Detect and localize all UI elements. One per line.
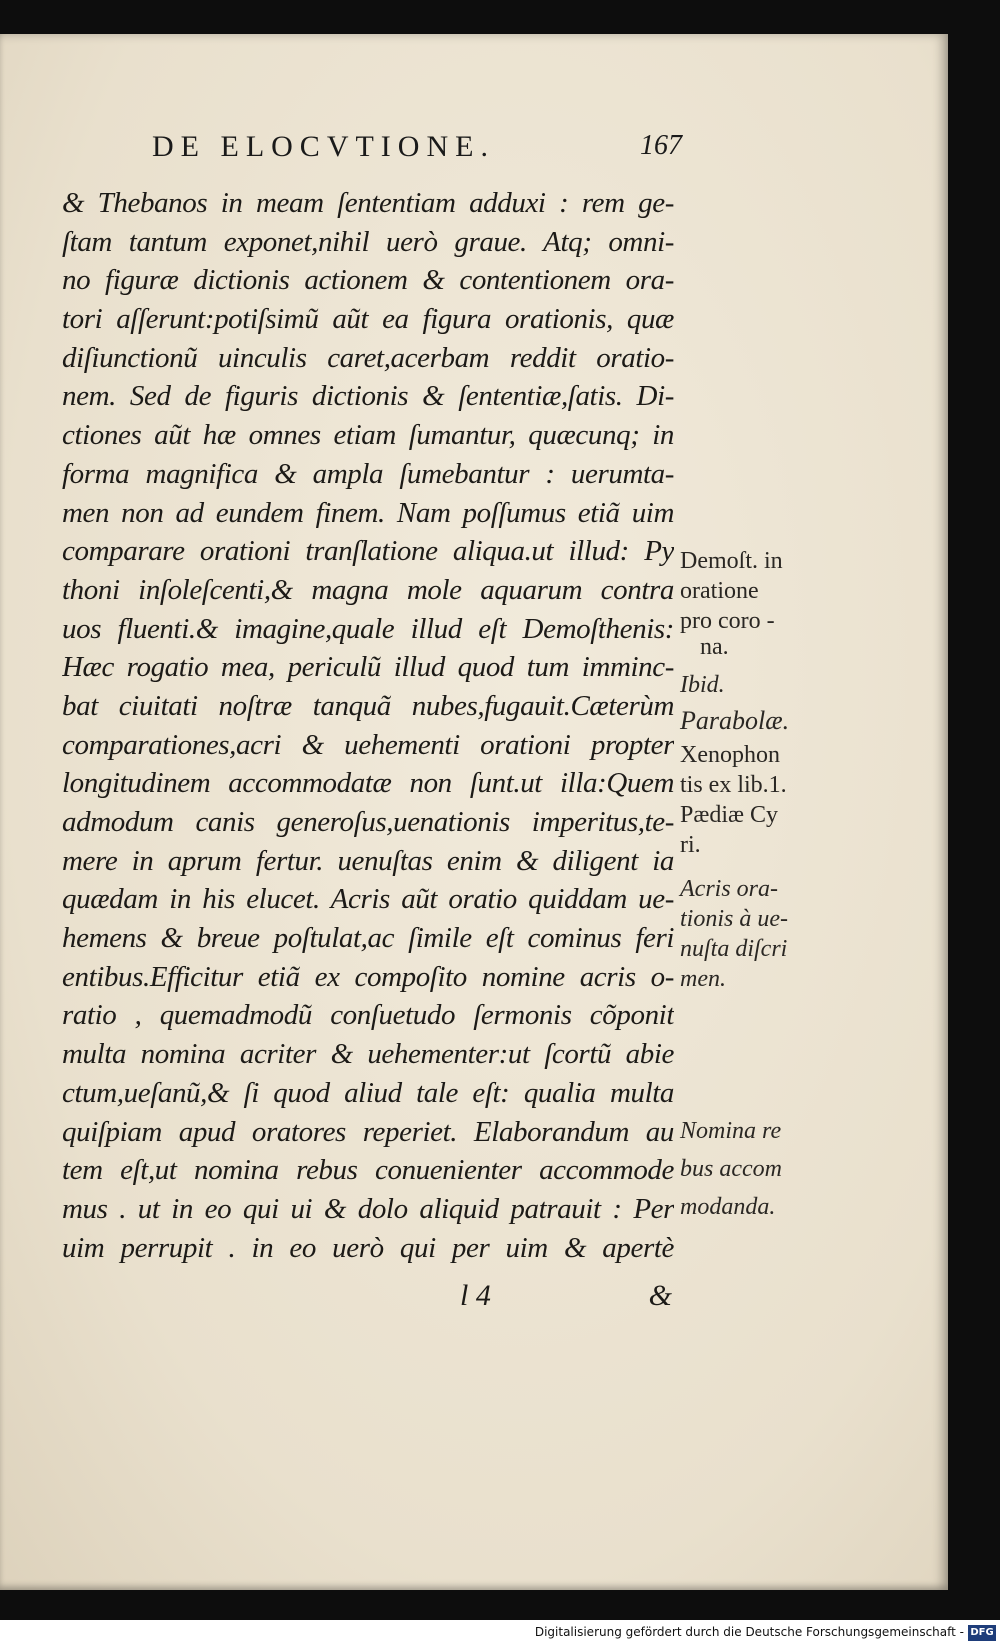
text-line: uos fluenti.& imagine,quale illud eſt Demoſthenis:: [62, 612, 674, 645]
text-line: comparationes,acri & uehementi orationi propter: [62, 728, 674, 761]
page-number: 167: [640, 130, 682, 161]
text-line: ratio , quemadmodũ conſuetudo ſermonis cõponit: [62, 999, 674, 1032]
text-line: men non ad eundem finem. Nam poſſumus etiã uim: [62, 496, 674, 529]
text-line: tori aſſerunt:potiſsimũ aũt ea figura orationis, quæ: [62, 303, 674, 336]
margin-note-line: pro coro -: [680, 608, 775, 634]
catchline: [460, 1279, 680, 1319]
text-line: ctum,ueſanũ,& ſi quod aliud tale eſt: qualia multa: [62, 1076, 674, 1109]
funding-credit: Digitalisierung gefördert durch die Deutsche Forschungsgemeinschaft -: [534, 1625, 964, 1639]
margin-note-demosthenes: [680, 546, 810, 658]
text-line: Hæc rogatio mea, periculũ illud quod tum imminc-: [62, 651, 674, 684]
text-line: quiſpiam apud oratores reperiet. Elaborandum au: [62, 1115, 674, 1148]
margin-note-line: nuſta diſcri: [680, 936, 788, 962]
margin-note-line: men.: [680, 966, 726, 992]
margin-note-line: Ibid.: [680, 672, 725, 698]
text-line: admodum canis generoſus,uenationis imperitus,te-: [62, 806, 674, 838]
text-line: longitudinem accommodatæ non ſunt.ut illa:Quem: [62, 767, 674, 800]
margin-note-nomina: [680, 1112, 810, 1226]
margin-note-line: Parabolæ.: [680, 706, 790, 735]
margin-note-line: oratione: [680, 578, 759, 604]
text-line: diſiunctionũ uinculis caret,acerbam reddit oratio-: [62, 341, 674, 374]
text-line: no figuræ dictionis actionem & contentionem ora-: [62, 264, 674, 297]
catchword: &: [648, 1279, 672, 1312]
margin-note-xenophon: [680, 740, 810, 860]
text-line: comparare orationi tranſlatione aliqua.ut illud: Py: [62, 535, 674, 568]
dfg-logo-icon: DFG: [968, 1625, 996, 1641]
main-text-block: [62, 184, 674, 1267]
text-line: nem. Sed de figuris dictionis & ſententiæ,ſatis. Di-: [62, 380, 674, 413]
text-line: hemens & breue poſtulat,ac ſimile eſt cominus feri: [62, 922, 674, 955]
margin-note-line: Xenophon: [680, 742, 780, 768]
text-line: quædam in his elucet. Acris aũt oratio quiddam ue-: [62, 883, 674, 916]
running-head: [152, 130, 682, 170]
margin-note-line: tis ex lib.1.: [680, 772, 787, 798]
margin-note-acris-orationis: [680, 874, 810, 994]
text-line: & Thebanos in meam ſententiam adduxi : rem ge-: [62, 187, 674, 219]
margin-note-ibid: [680, 670, 810, 700]
text-line: entibus.Efficitur etiã ex compoſito nomine acris o-: [62, 960, 674, 993]
text-line: tem eſt,ut nomina rebus conuenienter accommode: [62, 1154, 674, 1187]
margin-note-line: ri.: [680, 832, 701, 858]
digitization-footer: [0, 1620, 1000, 1648]
running-title: DE ELOCVTIONE.: [152, 130, 495, 163]
margin-note-line: Nomina re: [680, 1118, 782, 1144]
margin-note-parabolae: [680, 706, 810, 736]
text-line: uim perrupit . in eo uerò qui per uim & apertè: [62, 1231, 674, 1264]
text-line: thoni inſoleſcenti,& magna mole aquarum contra: [62, 573, 674, 606]
margin-note-line: na.: [700, 634, 729, 660]
text-line: forma magnifica & ampla ſumebantur : uerumta-: [62, 457, 674, 490]
margin-note-line: bus accom: [680, 1156, 782, 1182]
margin-note-line: tionis à ue-: [680, 906, 788, 932]
margin-note-line: Demoſt. in: [680, 548, 783, 574]
text-line: multa nomina acriter & uehementer:ut ſcortũ abie: [62, 1038, 674, 1071]
margin-note-line: Acris ora-: [680, 876, 778, 902]
signature-mark: l 4: [460, 1279, 491, 1312]
book-page: [0, 34, 948, 1590]
text-line: mus . ut in eo qui ui & dolo aliquid patrauit : Per: [62, 1192, 674, 1225]
text-line: ctiones aũt hæ omnes etiam ſumantur, quæcunq; in: [62, 419, 674, 452]
text-line: ſtam tantum exponet,nihil uerò graue. Atq; omni-: [62, 225, 674, 258]
margin-note-line: Pædiæ Cy: [680, 802, 779, 828]
text-line: mere in aprum fertur. uenuſtas enim & diligent ia: [62, 844, 674, 877]
margin-note-line: modanda.: [680, 1194, 776, 1220]
text-line: bat ciuitati noſtræ tanquã nubes,fugauit.Cæterùm: [62, 689, 674, 722]
